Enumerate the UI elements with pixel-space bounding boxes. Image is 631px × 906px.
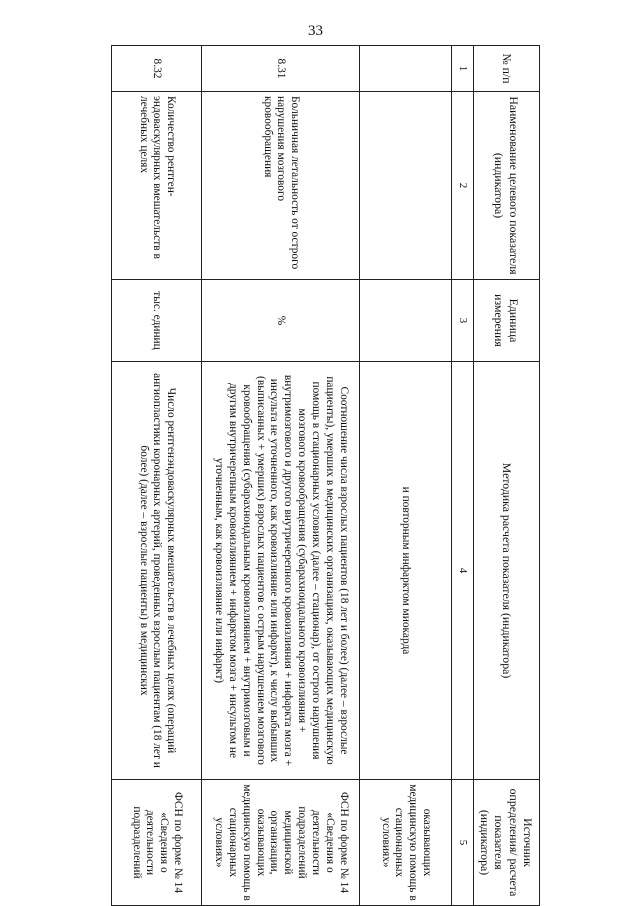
column-number-row <box>452 46 474 906</box>
row-num: 8.32 <box>112 46 202 92</box>
rotated-table-container <box>112 45 540 905</box>
cont-method: и повторным инфарктом миокарда <box>360 362 452 780</box>
header-method: Методика расчета показателя (индикатора) <box>474 362 540 780</box>
cont-num <box>360 46 452 92</box>
row-source: ФСН по форме № 14 «Сведения о деятельности подразделений <box>112 780 202 906</box>
table-row <box>112 46 202 906</box>
header-unit: Единица измерения <box>474 280 540 362</box>
header-name: Наименование целевого показателя (индикатора) <box>474 92 540 280</box>
colnum-2: 2 <box>452 92 474 280</box>
row-unit: тыс. единиц <box>112 280 202 362</box>
header-source: Источник определения/ расчета показателя (индикатора) <box>474 780 540 906</box>
colnum-5: 5 <box>452 780 474 906</box>
cont-source: оказывающих медицинскую помощь в стационарных условиях» <box>360 780 452 906</box>
indicator-table <box>111 45 540 906</box>
row-num: 8.31 <box>202 46 360 92</box>
header-num: № п/п <box>474 46 540 92</box>
colnum-1: 1 <box>452 46 474 92</box>
cont-name <box>360 92 452 280</box>
colnum-3: 3 <box>452 280 474 362</box>
table-row <box>202 46 360 906</box>
cont-unit <box>360 280 452 362</box>
row-name: Количество рентген-эндоваскулярных вмешательств в лечебных целях <box>112 92 202 280</box>
page-number: 33 <box>308 23 323 39</box>
colnum-4: 4 <box>452 362 474 780</box>
header-row <box>474 46 540 906</box>
row-method: Число рентгенэндоваскулярных вмешательств в лечебных целях (операций ангиопластики коронарных артерий, проведенных взрослым пациентам (18 лет и более) (далее – взрослые пациенты) в медицинских <box>112 362 202 780</box>
row-unit: % <box>202 280 360 362</box>
row-source: ФСН по форме № 14 «Сведения о деятельности подразделений медицинской организации, оказывающих медицинскую помощь в стационарных условиях» <box>202 780 360 906</box>
row-name: Больничная летальность от острого нарушения мозгового кровообращения <box>202 92 360 280</box>
row-method: Соотношение числа взрослых пациентов (18 лет и более) (далее – взрослые пациенты), умерших в медицинских организациях, оказывающих медицинскую помощь в стационарных условиях (далее – стационар), от острого нарушения мозгового кровообращения (субарахноидального кровоизлияния + внутримозгового и другого внутричерепного кровоизлияния + инфаркта мозга + инсульта не уточненного, как кровоизлияние или инфаркт), к числу выбывших (выписанных + умерших) взрослых пациентов с острым нарушением мозгового кровообращения (субарахноидальным кровоизлиянием + внутримозговым и другим внутричерепным кровоизлиянием + инфарктом мозга + инсультом не уточненным, как кровоизлияние или инфаркт) <box>202 362 360 780</box>
continuation-row <box>360 46 452 906</box>
